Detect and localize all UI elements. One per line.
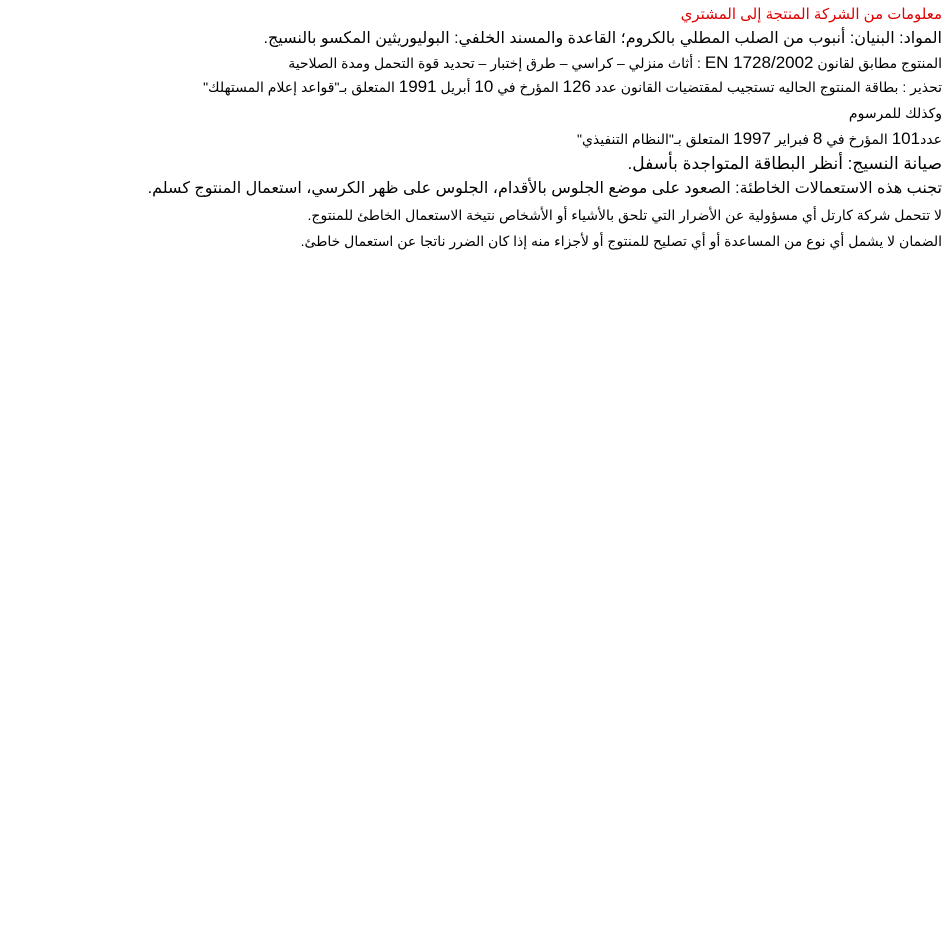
decree-text-c: فبراير	[774, 131, 810, 147]
law-year: 1991	[398, 77, 437, 96]
decree-text-b: المؤرخ في	[826, 131, 888, 147]
warning-text-c: أبريل	[440, 79, 471, 95]
conformity-text-before: المنتوج مطابق لقانون	[817, 55, 942, 71]
warning-text-b: المؤرخ في	[497, 79, 559, 95]
document-heading: معلومات من الشركة المنتجة إلى المشتري	[680, 6, 942, 23]
liability-line: لا تتحمل شركة كارتل أي مسؤولية عن الأضرار التي تلحق بالأشياء أو الأشخاص نتيخة الاستعمال الخاطئ للمنتوج.	[307, 207, 942, 223]
law-number: 126	[562, 77, 591, 96]
materials-line: المواد: البنيان: أنبوب من الصلب المطلي بالكروم؛ القاعدة والمسند الخلفي: البوليوريثين المكسو بالنسيج.	[263, 30, 942, 47]
law-day: 10	[474, 77, 494, 96]
decree-day: 8	[812, 129, 823, 148]
warning-text-d: المتعلق بـ"قواعد إعلام المستهلك"	[203, 79, 395, 95]
decree-line-1: وكذلك للمرسوم	[848, 105, 942, 121]
decree-line-2	[12, 128, 942, 152]
product-info-document	[12, 4, 942, 254]
decree-text-a: عدد	[920, 131, 942, 147]
warning-text-a: تحذير : بطاقة المنتوج الحاليه تستجيب لمقتضيات القانون عدد	[594, 79, 942, 95]
warranty-line: الضمان لا يشمل أي نوع من المساعدة أو أي تصليح للمنتوج أو لأجزاء منه إذا كان الضرر ناتجا عن استعمال خاطئ.	[300, 233, 942, 249]
decree-year: 1997	[733, 129, 771, 148]
fabric-care-line: صيانة النسيج: أنظر البطاقة المتواجدة بأسفل.	[627, 154, 942, 173]
conformity-standard: EN 1728/2002	[704, 53, 814, 72]
warning-line	[12, 76, 942, 102]
decree-text-d: المتعلق بـ"النظام التنفيذي"	[576, 131, 730, 147]
conformity-text-after: : أثاث منزلي – كراسي – طرق إختبار – تحديد قوة التحمل ومدة الصلاحية	[288, 55, 701, 71]
decree-number: 101	[891, 129, 921, 148]
conformity-line	[12, 52, 942, 76]
misuse-line: تجنب هذه الاستعمالات الخاطئة: الصعود على موضع الجلوس بالأقدام، الجلوس على ظهر الكرسي، استعمال المنتوج كسلم.	[147, 180, 942, 197]
